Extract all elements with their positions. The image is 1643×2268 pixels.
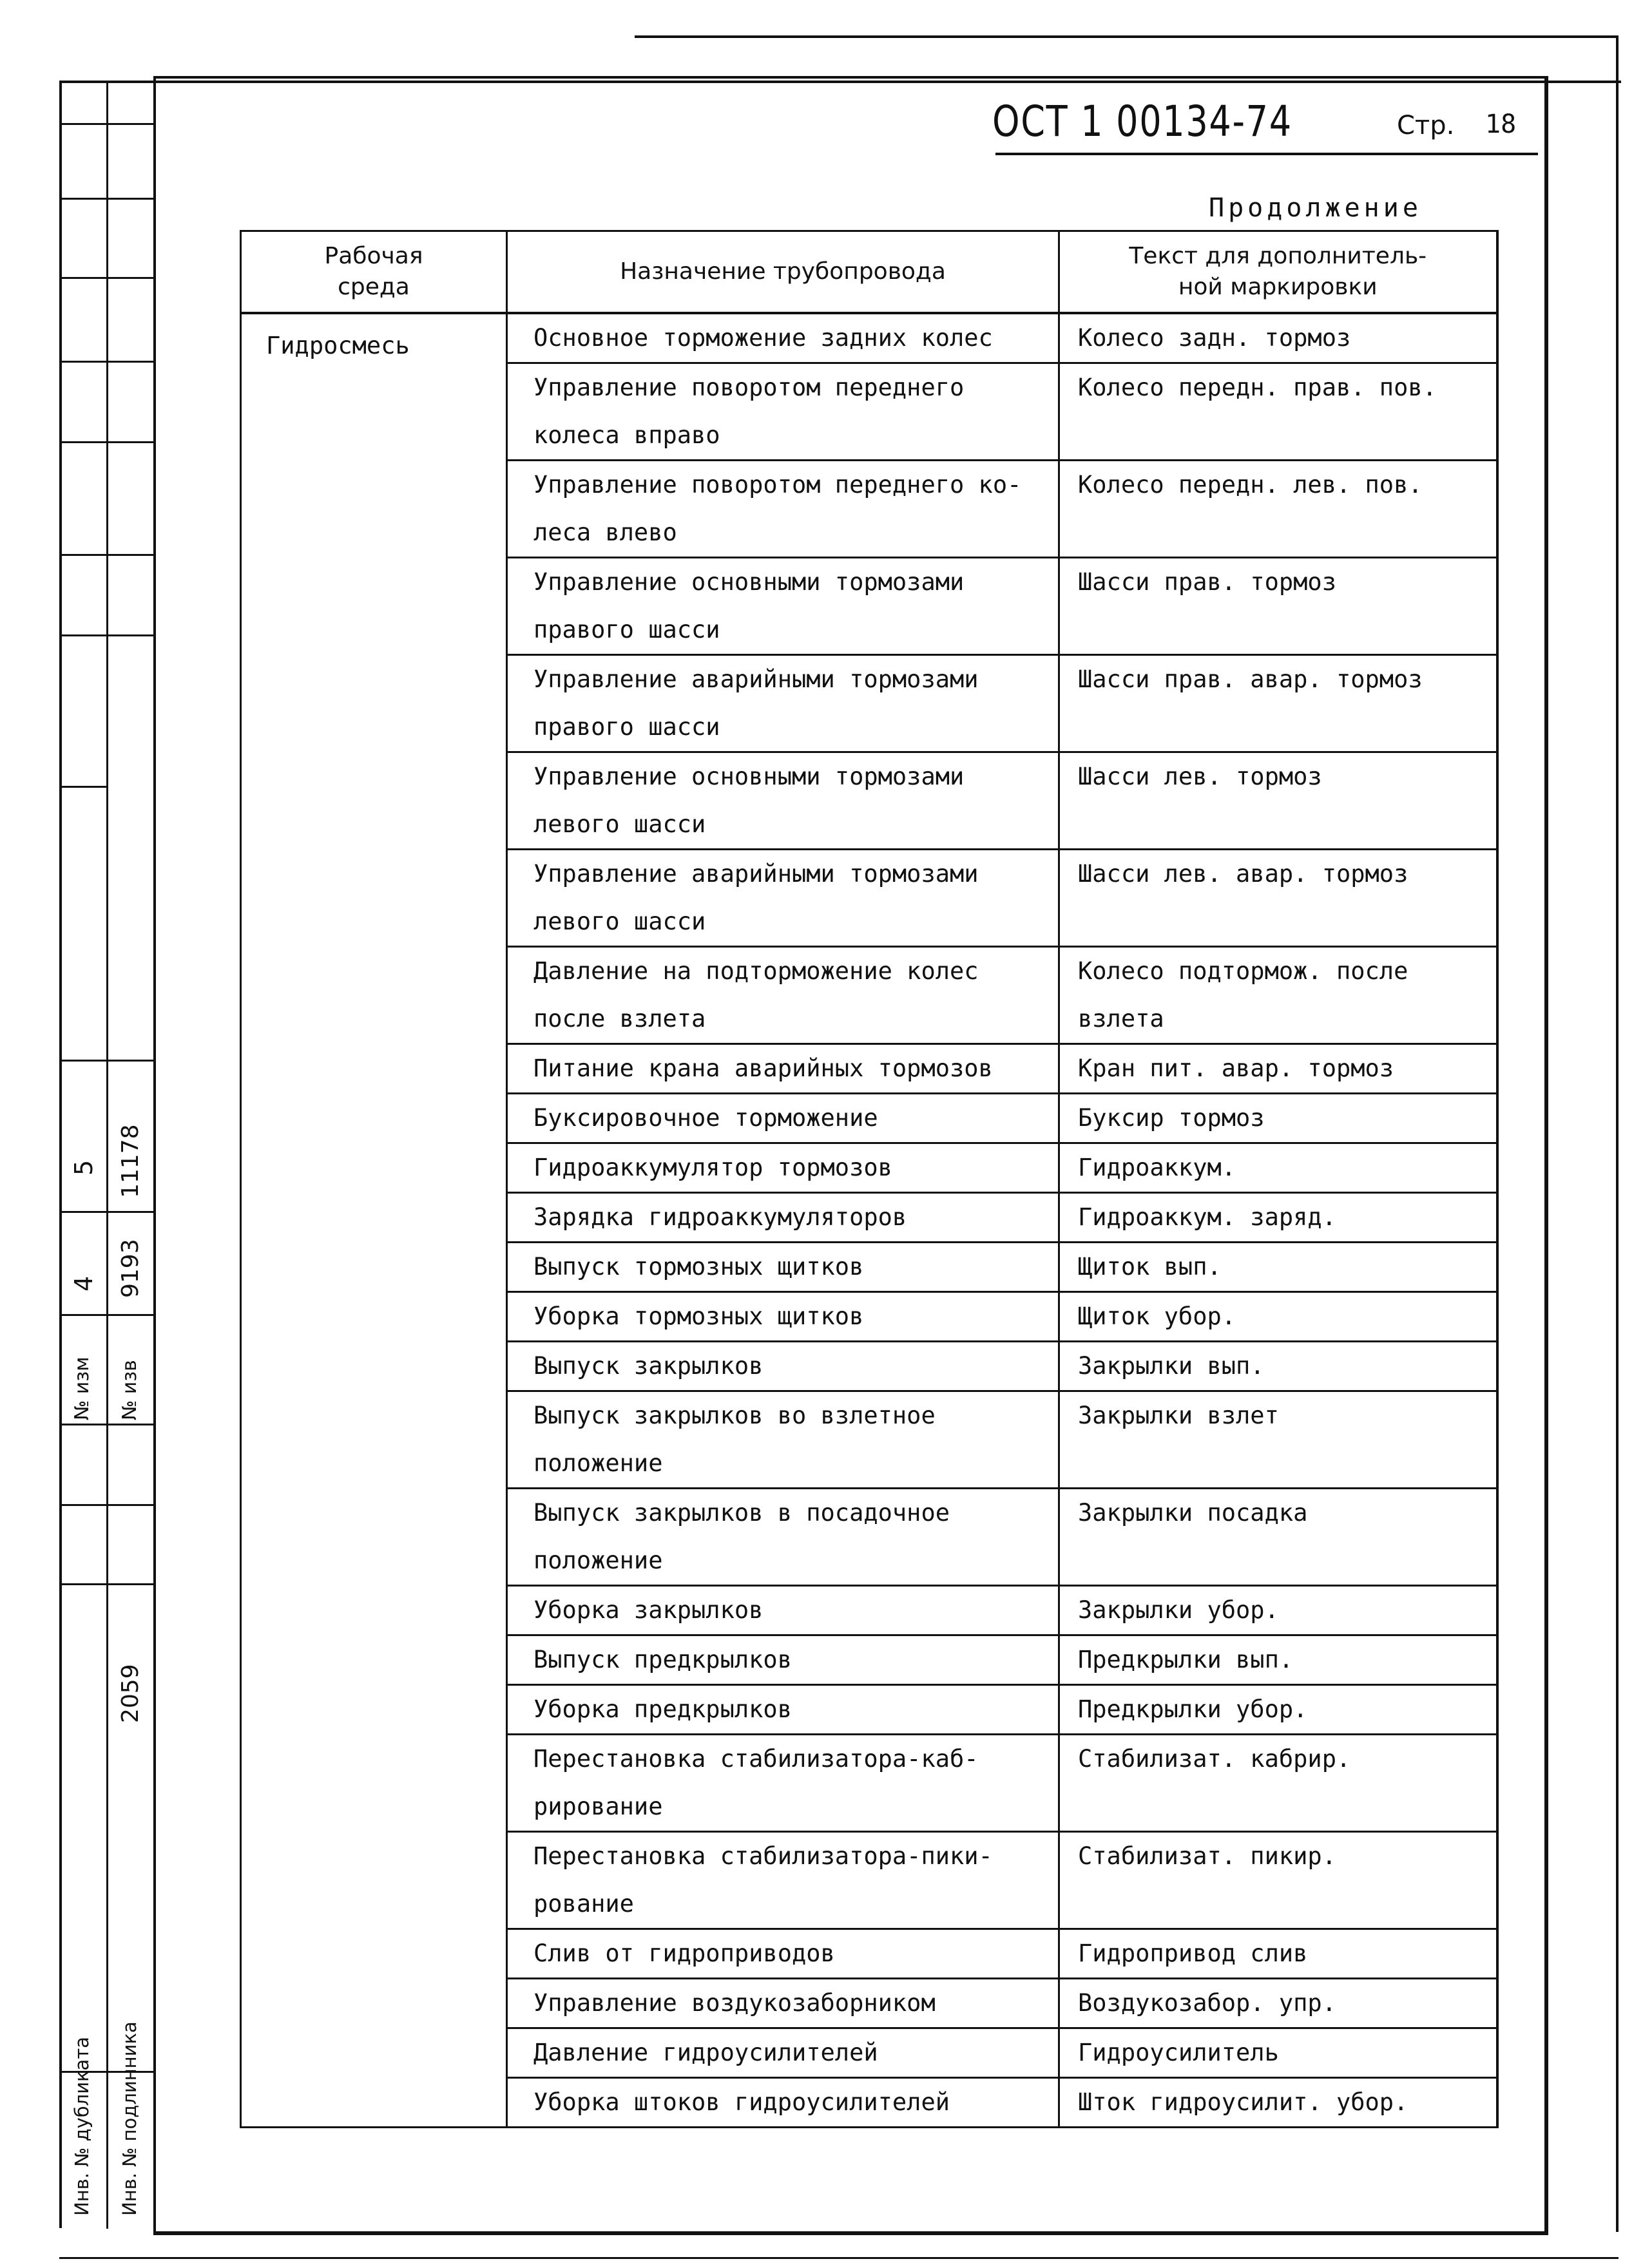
marking-cell	[1059, 1044, 1497, 1094]
marking-line: Гидроаккум.	[1078, 1154, 1236, 1181]
marking-line: Закрылки посадка	[1078, 1499, 1308, 1527]
duplicate-inv-label: Инв. № дубликата	[71, 2037, 93, 2216]
marking-line: Кран пит. авар. тормоз	[1078, 1054, 1394, 1082]
marking-line: Шасси лев. тормоз	[1078, 763, 1322, 790]
column-header-line: ной маркировки	[1178, 274, 1378, 300]
marking-cell	[1059, 655, 1497, 752]
marking-line: Воздукозабор. упр.	[1078, 1989, 1336, 2017]
marking-line: Шток гидроусилит. убор.	[1078, 2088, 1408, 2116]
notice-value-1: 9193	[117, 1239, 144, 1298]
purpose-line: Давление на подторможение колес	[533, 957, 979, 985]
purpose-line: левого шасси	[533, 908, 706, 935]
marking-line: Гидроусилитель	[1078, 2039, 1279, 2066]
page-label: Стр.	[1397, 111, 1455, 140]
marking-line: Щиток вып.	[1078, 1253, 1222, 1281]
purpose-line: Гидроаккумулятор тормозов	[533, 1154, 892, 1181]
margin-rule	[59, 123, 153, 125]
marking-cell	[1059, 850, 1497, 947]
purpose-cell	[507, 1193, 1059, 1243]
marking-cell	[1059, 947, 1497, 1044]
purpose-line: Управление основными тормозами	[533, 568, 965, 596]
purpose-line: Уборка тормозных щитков	[533, 1302, 864, 1330]
purpose-line: левого шасси	[533, 810, 706, 838]
purpose-line: Уборка штоков гидроусилителей	[533, 2088, 950, 2116]
marking-cell	[1059, 2078, 1497, 2128]
column-header-purpose	[507, 231, 1059, 314]
purpose-cell	[507, 752, 1059, 850]
marking-cell	[1059, 363, 1497, 461]
marking-line: Колесо передн. прав. пов.	[1078, 374, 1437, 401]
marking-cell	[1059, 1094, 1497, 1143]
purpose-line: Управление аварийными тормозами	[533, 860, 979, 888]
marking-line: Закрылки убор.	[1078, 1596, 1279, 1624]
margin-rule	[59, 1504, 153, 1506]
column-header-line: Рабочая	[324, 243, 423, 269]
purpose-cell	[507, 1044, 1059, 1094]
purpose-cell	[507, 2028, 1059, 2078]
marking-cell	[1059, 1292, 1497, 1342]
marking-line: Стабилизат. пикир.	[1078, 1842, 1336, 1870]
purpose-cell	[507, 1292, 1059, 1342]
marking-line: Закрылки взлет	[1078, 1402, 1279, 1429]
purpose-cell	[507, 2078, 1059, 2128]
purpose-cell	[507, 1586, 1059, 1635]
document-code: ОСТ 1 00134-74	[992, 97, 1292, 146]
purpose-cell	[507, 1979, 1059, 2028]
purpose-line: Перестановка стабилизатора-пики-	[533, 1842, 993, 1870]
purpose-cell	[507, 1243, 1059, 1292]
margin-rule	[59, 554, 153, 556]
marking-line: Шасси прав. авар. тормоз	[1078, 665, 1423, 693]
marking-cell	[1059, 1586, 1497, 1635]
purpose-line: Уборка предкрылков	[533, 1695, 792, 1723]
change-value-2: 5	[70, 1159, 98, 1176]
change-value-1: 4	[70, 1275, 98, 1291]
purpose-line: положение	[533, 1449, 663, 1477]
margin-rule	[59, 786, 106, 788]
outer-frame-top-edge	[635, 35, 1617, 38]
purpose-cell	[507, 1735, 1059, 1832]
purpose-cell	[507, 1685, 1059, 1735]
marking-line: Шасси лев. авар. тормоз	[1078, 860, 1408, 888]
margin-rule	[59, 198, 153, 200]
marking-line: Гидроаккум. заряд.	[1078, 1203, 1336, 1231]
purpose-cell	[507, 1143, 1059, 1193]
purpose-line: Основное торможение задних колес	[533, 324, 993, 352]
purpose-line: Выпуск предкрылков	[533, 1646, 792, 1673]
table-header-row	[241, 231, 1497, 314]
purpose-line: Слив от гидроприводов	[533, 1939, 835, 1967]
margin-stamp	[59, 81, 153, 2229]
purpose-line: Питание крана аварийных тормозов	[533, 1054, 993, 1082]
marking-line: Щиток убор.	[1078, 1302, 1236, 1330]
purpose-line: после взлета	[533, 1005, 706, 1033]
column-header-medium	[241, 231, 507, 314]
marking-line: взлета	[1078, 1005, 1164, 1033]
marking-cell	[1059, 1342, 1497, 1391]
marking-line: Буксир тормоз	[1078, 1104, 1265, 1132]
purpose-cell	[507, 1929, 1059, 1979]
marking-cell	[1059, 1143, 1497, 1193]
purpose-line: колеса вправо	[533, 421, 720, 449]
marking-line: Колесо задн. тормоз	[1078, 324, 1351, 352]
purpose-cell	[507, 461, 1059, 558]
marking-cell	[1059, 752, 1497, 850]
column-header-line: среда	[338, 274, 410, 300]
marking-cell	[1059, 313, 1497, 363]
marking-cell	[1059, 1391, 1497, 1489]
marking-cell	[1059, 1193, 1497, 1243]
purpose-line: рирование	[533, 1793, 663, 1820]
purpose-line: Уборка закрылков	[533, 1596, 764, 1624]
purpose-cell	[507, 313, 1059, 363]
marking-cell	[1059, 1489, 1497, 1586]
purpose-line: Давление гидроусилителей	[533, 2039, 878, 2066]
medium-cell: Гидросмесь	[241, 313, 507, 2128]
margin-rule	[59, 1314, 153, 1316]
marking-line: Предкрылки вып.	[1078, 1646, 1294, 1673]
marking-line: Шасси прав. тормоз	[1078, 568, 1336, 596]
purpose-cell	[507, 1342, 1059, 1391]
outer-frame-right-edge	[1616, 35, 1619, 2232]
margin-rule	[59, 1060, 153, 1062]
purpose-line: Выпуск закрылков во взлетное	[533, 1402, 936, 1429]
column-header-line: Назначение трубопровода	[620, 258, 946, 285]
purpose-line: Управление аварийными тормозами	[533, 665, 979, 693]
outer-frame-bottom-edge	[59, 2257, 1619, 2259]
purpose-line: Буксировочное торможение	[533, 1104, 878, 1132]
purpose-line: рование	[533, 1890, 634, 1918]
document-code-underline	[995, 153, 1538, 155]
marking-cell	[1059, 1685, 1497, 1735]
purpose-line: Управление основными тормозами	[533, 763, 965, 790]
purpose-line: Управление воздукозаборником	[533, 1989, 936, 2017]
purpose-cell	[507, 1391, 1059, 1489]
purpose-line: Перестановка стабилизатора-каб-	[533, 1745, 979, 1773]
marking-line: Стабилизат. кабрир.	[1078, 1745, 1351, 1773]
column-header-line: Текст для дополнитель-	[1129, 243, 1427, 269]
purpose-cell	[507, 850, 1059, 947]
marking-cell	[1059, 1635, 1497, 1685]
purpose-line: Выпуск закрылков в посадочное	[533, 1499, 950, 1527]
purpose-cell	[507, 1635, 1059, 1685]
column-header-marking	[1059, 231, 1497, 314]
table-row	[241, 313, 1497, 363]
purpose-cell	[507, 558, 1059, 655]
marking-line: Закрылки вып.	[1078, 1352, 1265, 1380]
marking-cell	[1059, 1979, 1497, 2028]
marking-cell	[1059, 1735, 1497, 1832]
marking-table	[240, 230, 1499, 2128]
continuation-label: Продолжение	[1209, 193, 1422, 223]
margin-rule	[59, 1583, 153, 1585]
marking-cell	[1059, 1929, 1497, 1979]
margin-divider	[106, 81, 108, 2229]
purpose-line: Выпуск закрылков	[533, 1352, 764, 1380]
marking-line: Колесо подтормож. после	[1078, 957, 1408, 985]
purpose-line: Управление поворотом переднего ко-	[533, 471, 1022, 499]
marking-cell	[1059, 1832, 1497, 1929]
margin-rule	[59, 361, 153, 363]
marking-cell	[1059, 558, 1497, 655]
marking-line: Гидропривод слив	[1078, 1939, 1308, 1967]
purpose-line: положение	[533, 1547, 663, 1574]
marking-line: Колесо передн. лев. пов.	[1078, 471, 1423, 499]
marking-cell	[1059, 461, 1497, 558]
margin-rule	[59, 634, 153, 636]
purpose-line: Управление поворотом переднего	[533, 374, 965, 401]
marking-cell	[1059, 1243, 1497, 1292]
purpose-cell	[507, 1832, 1059, 1929]
margin-rule	[59, 441, 153, 443]
purpose-cell	[507, 947, 1059, 1044]
marking-line: Предкрылки убор.	[1078, 1695, 1308, 1723]
purpose-line: правого шасси	[533, 713, 720, 741]
page-number: 18	[1485, 110, 1517, 139]
original-inv-value: 2059	[117, 1664, 144, 1723]
notice-no-label: № изв	[119, 1360, 141, 1420]
margin-rule	[59, 1211, 153, 1213]
purpose-cell	[507, 1489, 1059, 1586]
purpose-line: правого шасси	[533, 616, 720, 643]
margin-rule	[59, 1424, 153, 1425]
purpose-cell	[507, 1094, 1059, 1143]
purpose-line: леса влево	[533, 519, 677, 546]
purpose-line: Выпуск тормозных щитков	[533, 1253, 864, 1281]
purpose-cell	[507, 655, 1059, 752]
notice-value-2: 11178	[117, 1124, 144, 1198]
purpose-cell	[507, 363, 1059, 461]
change-no-label: № изм	[71, 1357, 93, 1420]
margin-rule	[59, 277, 153, 279]
original-inv-label: Инв. № подлинника	[119, 2021, 140, 2216]
marking-cell	[1059, 2028, 1497, 2078]
purpose-line: Зарядка гидроаккумуляторов	[533, 1203, 907, 1231]
